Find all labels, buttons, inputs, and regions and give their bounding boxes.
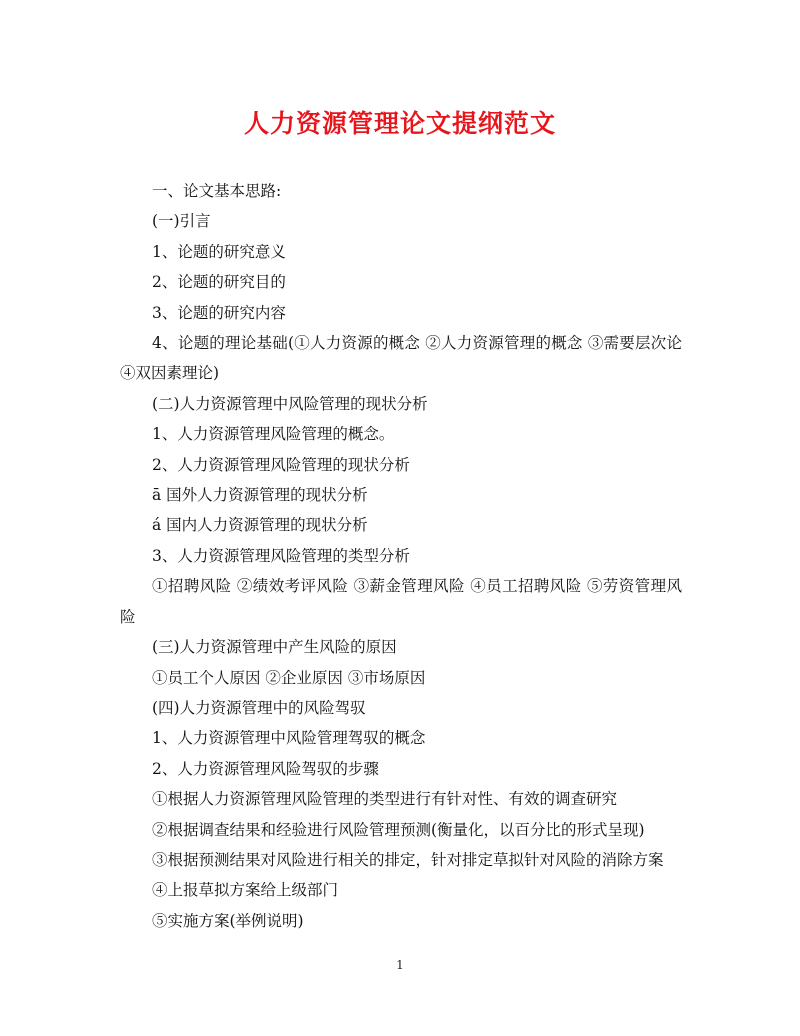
paragraph-1: 一、论文基本思路: — [152, 182, 282, 200]
paragraph-10: ā 国外人力资源管理的现状分析 — [152, 486, 368, 505]
paragraph-18: 2、人力资源管理风险驾驭的步骤 — [152, 759, 379, 778]
paragraph-22: ④上报草拟方案给上级部门 — [152, 881, 339, 900]
paragraph-5: 3、论题的研究内容 — [152, 303, 286, 322]
paragraph-17: 1、人力资源管理中风险管理驾驭的概念 — [152, 729, 426, 748]
paragraph-3: 1、论题的研究意义 — [152, 242, 286, 261]
paragraph-7: (二)人力资源管理中风险管理的现状分析 — [152, 394, 428, 413]
paragraph-21: ③根据预测结果对风险进行相关的排定，针对排定草拟针对风险的消除方案 — [152, 850, 664, 869]
paragraph-23: ⑤实施方案(举例说明) — [152, 911, 304, 930]
paragraph-2: (一)引言 — [152, 212, 211, 231]
paragraph-8: 1、人力资源管理风险管理的概念。 — [152, 425, 395, 444]
paragraph-11: á 国内人力资源管理的现状分析 — [152, 516, 368, 535]
paragraph-15: ①员工个人原因 ②企业原因 ③市场原因 — [152, 668, 426, 687]
paragraph-13: ①招聘风险 ②绩效考评风险 ③薪金管理风险 ④员工招聘风险 ⑤劳资管理风险 — [120, 577, 682, 626]
paragraph-16: (四)人力资源管理中的风险驾驭 — [152, 698, 366, 717]
page-number: 1 — [396, 958, 404, 972]
paragraph-6: 4、论题的理论基础(①人力资源的概念 ②人力资源管理的概念 ③需要层次论 ④双因素理论) — [120, 334, 682, 383]
paragraph-20: ②根据调查结果和经验进行风险管理预测(衡量化，以百分比的形式呈现) — [152, 820, 645, 839]
paragraph-12: 3、人力资源管理风险管理的类型分析 — [152, 546, 410, 565]
document-title: 人力资源管理论文提纲范文 — [243, 109, 556, 138]
paragraph-4: 2、论题的研究目的 — [152, 273, 286, 292]
paragraph-14: (三)人力资源管理中产生风险的原因 — [152, 638, 397, 657]
document-body — [120, 176, 682, 936]
paragraph-9: 2、人力资源管理风险管理的现状分析 — [152, 455, 410, 474]
paragraph-19: ①根据人力资源管理风险管理的类型进行有针对性、有效的调查研究 — [152, 790, 618, 809]
